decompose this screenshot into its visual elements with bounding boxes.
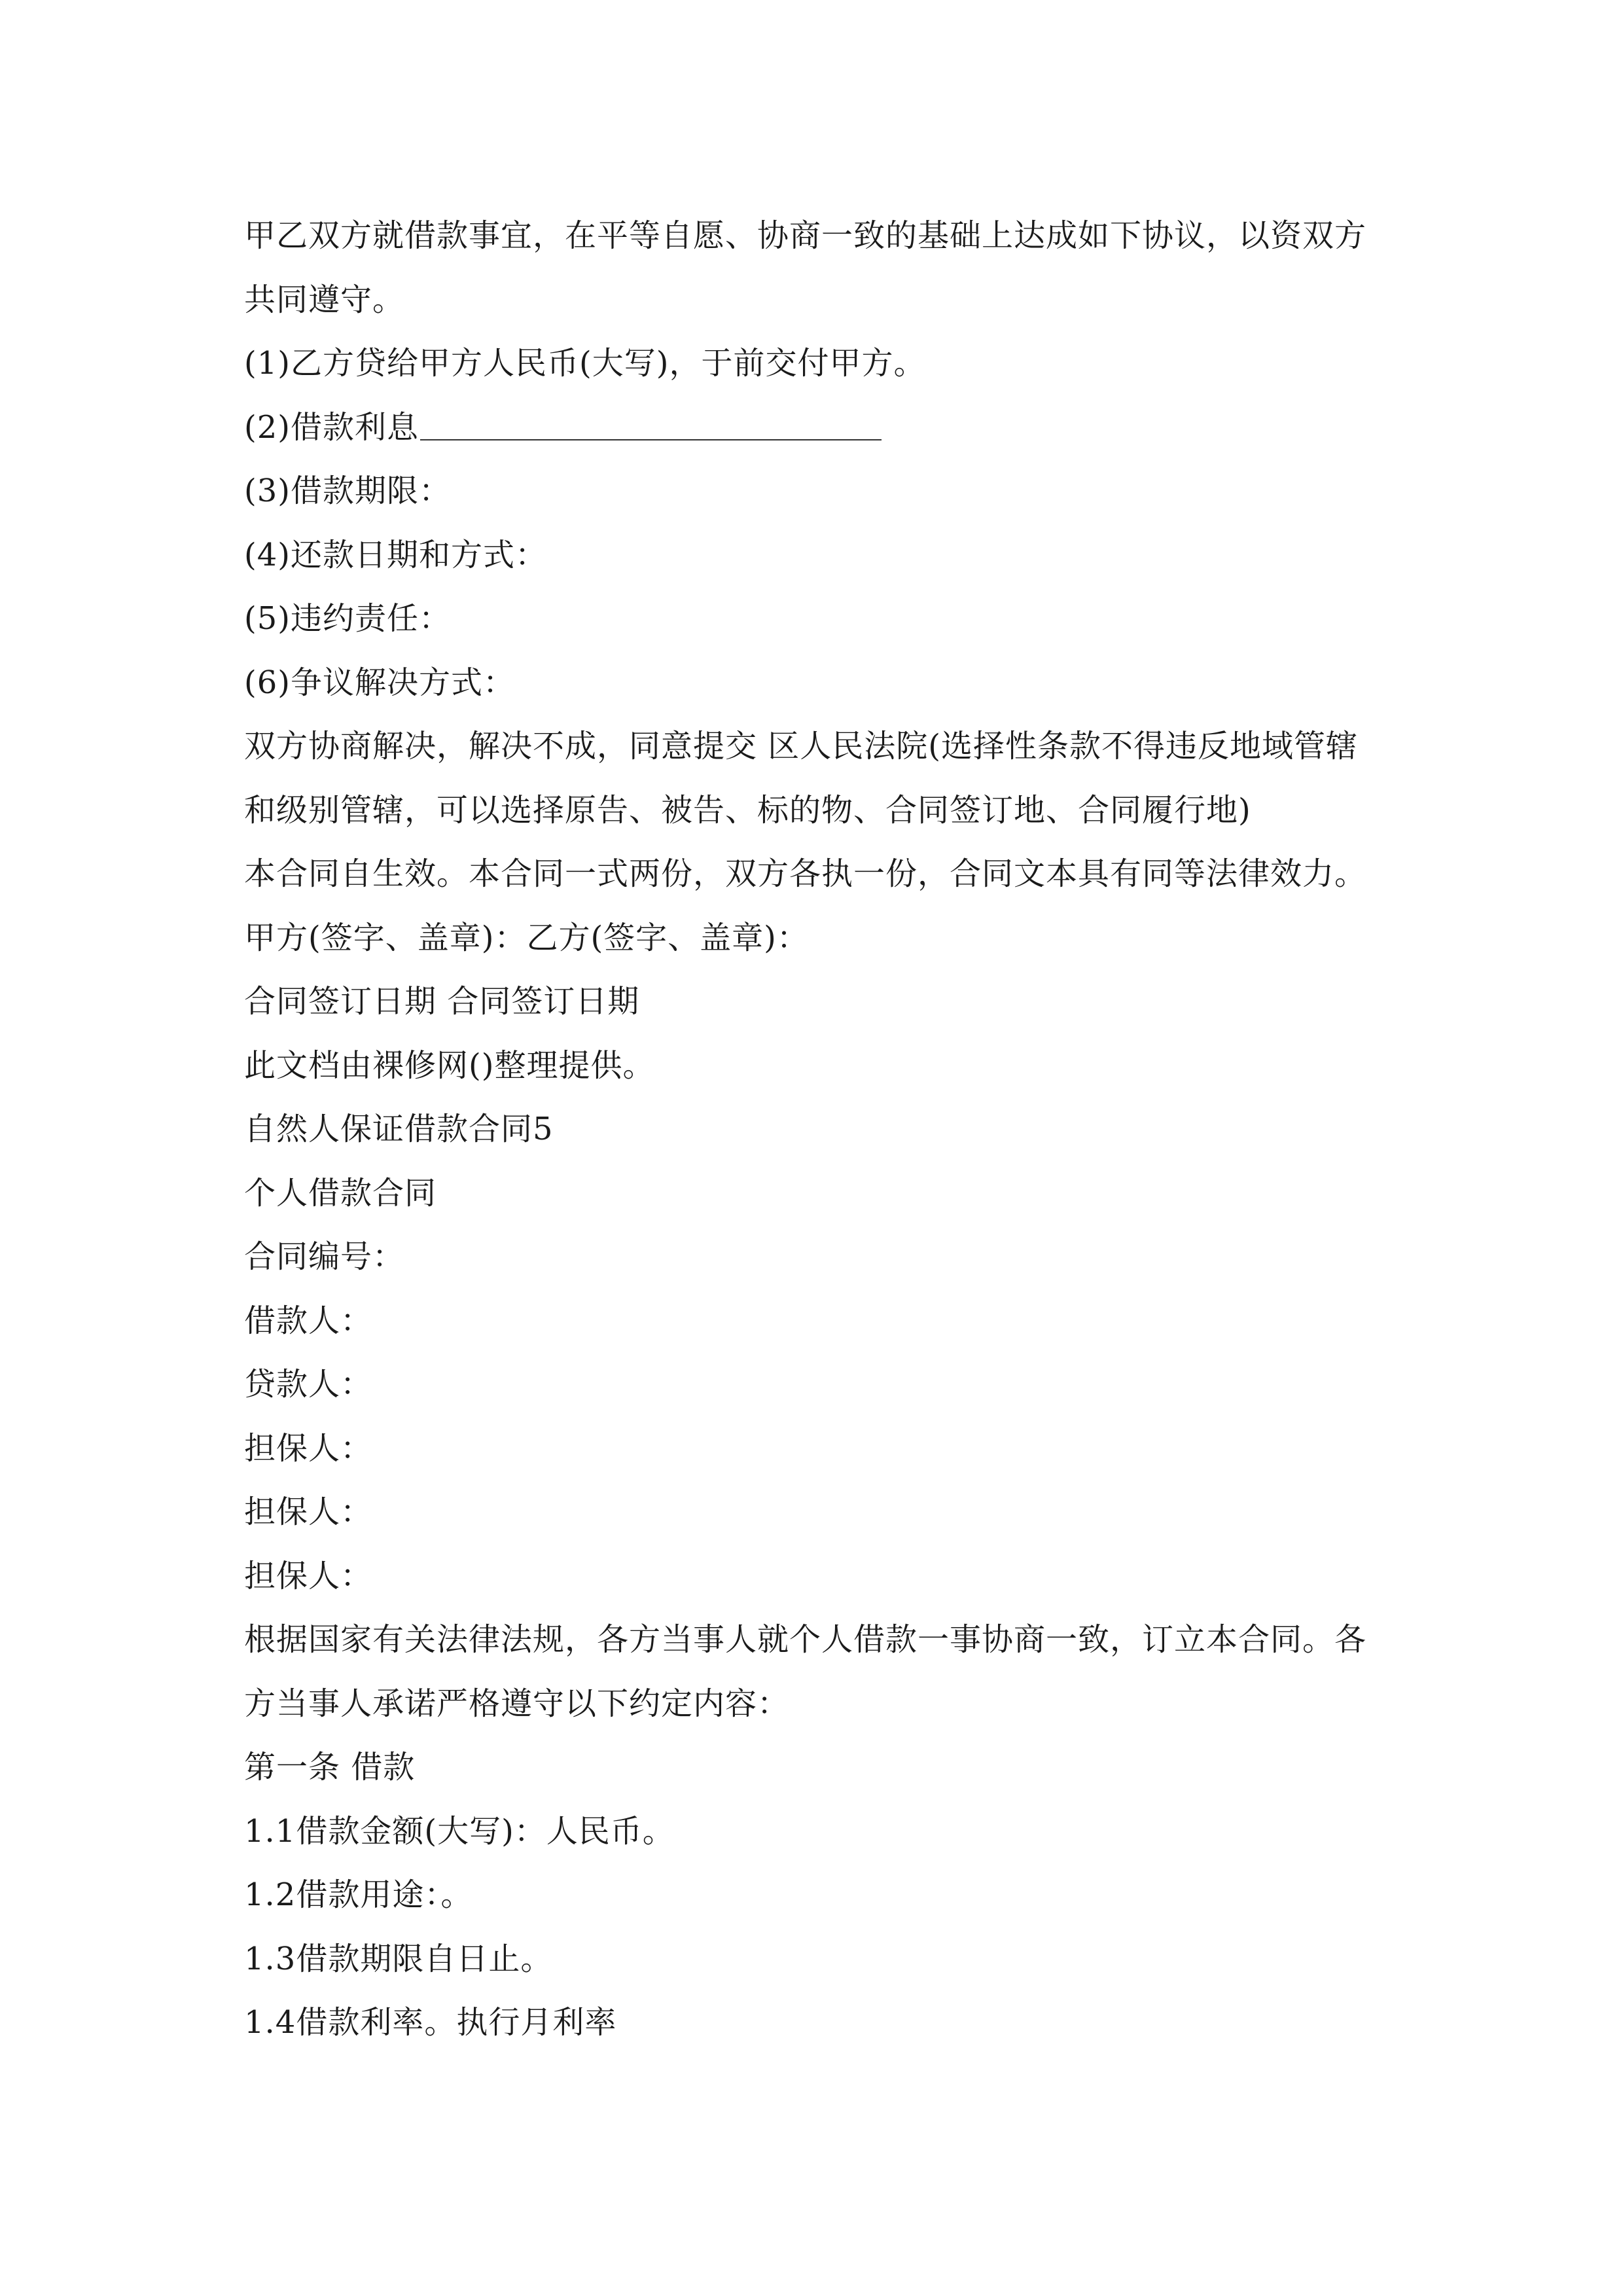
- paragraph-agreement-intro: 甲乙双方就借款事宜，在平等自愿、协商一致的基础上达成如下协议，以资双方: [244, 217, 1367, 254]
- article-1-3: 1.3借款期限自日止。: [244, 1940, 553, 1977]
- paragraph-dispute-resolution-cont: 和级别管辖，可以选择原告、被告、标的物、合同签订地、合同履行地): [244, 791, 1251, 829]
- paragraph-effectiveness: 本合同自生效。本合同一式两份，双方各执一份，合同文本具有同等法律效力。: [244, 855, 1367, 892]
- article-1-heading: 第一条 借款: [244, 1749, 416, 1785]
- field-guarantor-3: 担保人：: [244, 1557, 373, 1594]
- article-1-1: 1.1借款金额(大写)：人民币。: [244, 1812, 675, 1850]
- fill-in-blank-line: [420, 439, 882, 440]
- field-guarantor-1: 担保人：: [244, 1429, 373, 1467]
- document-body: [244, 204, 1396, 2055]
- signature-dates: 合同签订日期 合同签订日期: [244, 983, 640, 1020]
- clause-2-interest: [244, 396, 1396, 460]
- paragraph-preamble-cont: 方当事人承诺严格遵守以下约定内容：: [244, 1685, 790, 1722]
- paragraph-preamble: 根据国家有关法律法规，各方当事人就个人借款一事协商一致，订立本合同。各: [244, 1621, 1367, 1658]
- field-guarantor-2: 担保人：: [244, 1494, 373, 1530]
- clause-5-liability: (5)违约责任：: [244, 600, 451, 637]
- clause-1-loan-amount: (1)乙方贷给甲方人民币(大写)，于前交付甲方。: [244, 345, 926, 382]
- paragraph-agreement-intro-cont: 共同遵守。: [244, 281, 405, 318]
- section-heading-contract-5: 自然人保证借款合同5: [244, 1111, 554, 1147]
- clause-2-label: (2)借款利息: [244, 408, 419, 446]
- clause-6-dispute: (6)争议解决方式：: [244, 664, 515, 701]
- article-1-2: 1.2借款用途：。: [244, 1876, 473, 1913]
- paragraph-dispute-resolution: 双方协商解决，解决不成，同意提交 区人民法院(选择性条款不得违反地域管辖: [244, 728, 1358, 764]
- signature-parties: 甲方(签字、盖章)：乙方(签字、盖章)：: [244, 919, 809, 956]
- contract-title: 个人借款合同: [244, 1174, 437, 1211]
- field-lender: 贷款人：: [244, 1366, 373, 1403]
- field-contract-number: 合同编号：: [244, 1238, 405, 1275]
- source-note: 此文档由裸修网()整理提供。: [244, 1047, 655, 1084]
- field-borrower: 借款人：: [244, 1302, 373, 1339]
- clause-4-repayment: (4)还款日期和方式：: [244, 536, 547, 573]
- clause-3-term: (3)借款期限：: [244, 473, 451, 509]
- article-1-4: 1.4借款利率。执行月利率: [244, 2004, 617, 2041]
